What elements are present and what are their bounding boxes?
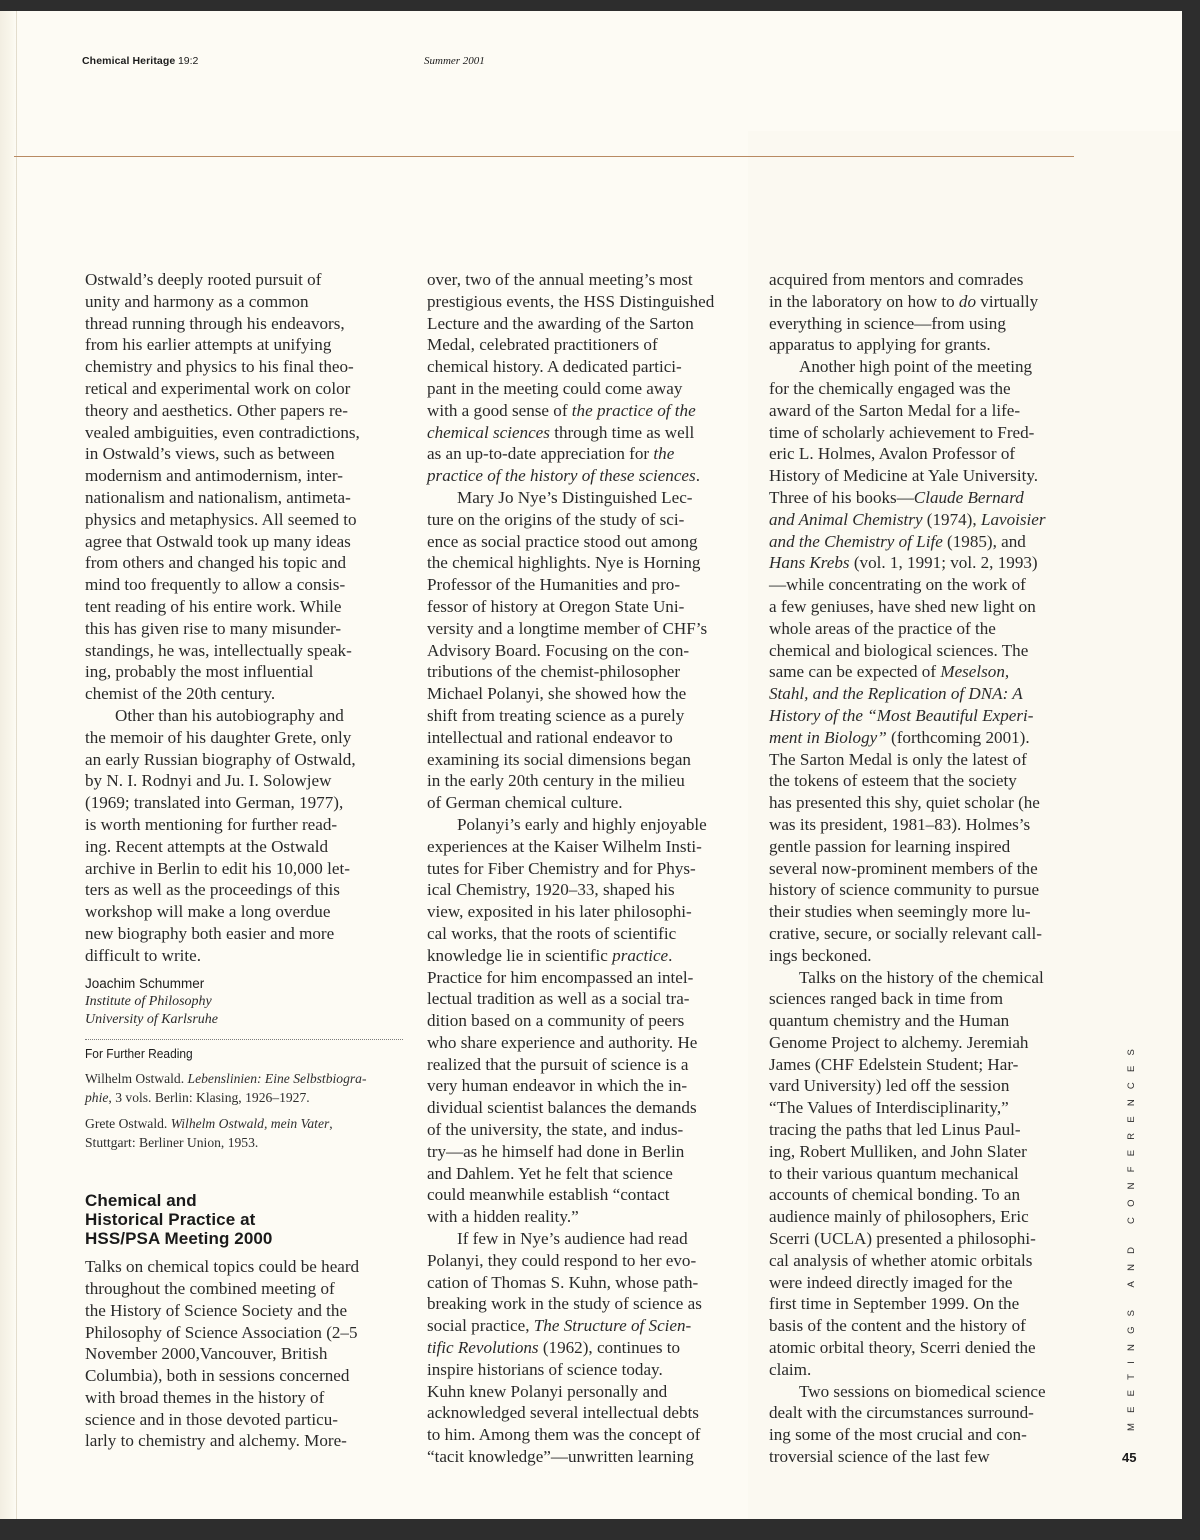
text-line: Columbia), both in sessions concerned: [85, 1366, 350, 1386]
text-run-italic: History of the “Most Beautiful Experi-: [769, 705, 1034, 725]
text-line: Philosophy of Science Association (2–5: [85, 1322, 358, 1342]
text-line: the History of Science Society and the: [85, 1300, 348, 1320]
text-run: through time as well: [549, 422, 695, 442]
text-line: in Ostwald’s views, such as between: [85, 444, 335, 464]
column-1: [85, 269, 403, 1452]
text-line: the memoir of his daughter Grete, only: [85, 727, 352, 747]
text-line: crative, secure, or socially relevant call-: [769, 923, 1042, 943]
text-run-italic: The Structure of Scien-: [533, 1316, 692, 1336]
text-line: Medal, celebrated practitioners of: [427, 335, 658, 355]
text-run-italic: chemical sciences: [427, 422, 550, 442]
text-run-italic: practice of the history of these sciences: [427, 466, 696, 486]
text-line: physics and metaphysics. All seemed to: [85, 509, 357, 529]
text-line: ing, probably the most influential: [85, 662, 314, 682]
text-line: —while concentrating on the work of: [769, 575, 1026, 595]
issue-number: 19:2: [177, 55, 199, 67]
text-line: archive in Berlin to edit his 10,000 let-: [85, 858, 350, 878]
text-line: chemistry and physics to his final theo-: [85, 357, 354, 377]
text-run-italic: Stahl, and the Replication of DNA: A: [769, 684, 1023, 704]
text-line: over, two of the annual meeting’s most: [427, 270, 693, 289]
paragraph-ostwald-biography: [85, 705, 403, 967]
text-line: claim.: [769, 1359, 812, 1379]
text-line: were indeed directly imaged for the: [769, 1272, 1013, 1292]
paragraph-prestigious-events: [427, 269, 739, 487]
text-line: Practice for him encompassed an intel-: [427, 967, 694, 987]
magazine-page: [0, 11, 1182, 1519]
text-line: and Dahlem. Yet he felt that science: [427, 1163, 673, 1183]
text-line: unity and harmony as a common: [85, 291, 309, 311]
text-line: experiences at the Kaiser Wilhelm Insti-: [427, 836, 702, 856]
text-line: modernism and antimodernism, inter-: [85, 466, 343, 486]
text-line: Advisory Board. Focusing on the con-: [427, 640, 690, 660]
text-line: Polanyi, they could respond to her evo-: [427, 1250, 697, 1270]
text-run-italic: Claude Bernard: [913, 487, 1024, 507]
text-run-italic: ment in Biology”: [769, 727, 887, 747]
text-run: (1974),: [922, 509, 981, 529]
text-run-italic: and the Chemistry of Life: [769, 531, 943, 551]
text-line: of German chemical culture.: [427, 793, 623, 813]
paragraph-ostwald-unity: [85, 269, 403, 705]
text-line: acknowledged several intellectual debts: [427, 1403, 699, 1423]
text-line: ing, Robert Mulliken, and John Slater: [769, 1141, 1027, 1161]
text-line: ical Chemistry, 1920–33, shaped his: [427, 880, 675, 900]
text-run: (1962), continues to: [538, 1338, 681, 1358]
author-byline: [85, 974, 403, 1030]
text-line: larly to chemistry and alchemy. More-: [85, 1431, 347, 1451]
text-line: ing some of the most crucial and con-: [769, 1425, 1027, 1445]
header-rule: [14, 156, 1074, 157]
text-line: Michael Polanyi, she showed how the: [427, 684, 687, 704]
text-line: could meanwhile establish “contact: [427, 1185, 670, 1205]
text-line: versity and a longtime member of CHF’s: [427, 618, 708, 638]
text-line: (1969; translated into German, 1977),: [85, 793, 344, 813]
paragraph-talks-chemical-topics: [85, 1256, 403, 1452]
text-line: vealed ambiguities, even contradictions,: [85, 422, 360, 442]
text-line: from others and changed his topic and: [85, 553, 347, 573]
column-2: [427, 269, 739, 1468]
text-line: nationalism and nationalism, antimeta-: [85, 487, 351, 507]
text-run-italic: the: [653, 444, 675, 464]
text-line: very human endeavor in which the in-: [427, 1076, 688, 1096]
text-line: workshop will make a long overdue: [85, 902, 331, 922]
text-line: examining its social dimensions began: [427, 749, 691, 769]
text-line: Ostwald’s deeply rooted pursuit of: [85, 270, 322, 289]
text-line: tracing the paths that led Linus Paul-: [769, 1120, 1021, 1140]
text-line: to their various quantum mechanical: [769, 1163, 1019, 1183]
text-run: (1985), and: [942, 531, 1026, 551]
text-run: in the laboratory on how to: [769, 291, 959, 311]
text-line: ture on the origins of the study of sci-: [427, 509, 685, 529]
text-line: science and in those devoted particu-: [85, 1409, 338, 1429]
text-line: agree that Ostwald took up many ideas: [85, 531, 351, 551]
text-line: is worth mentioning for further read-: [85, 814, 338, 834]
text-run: (forthcoming 2001).: [886, 727, 1030, 747]
text-line: History of Medicine at Yale University.: [769, 466, 1039, 486]
paragraph-sarton-medal: [769, 356, 1079, 966]
text-line: chemical and biological sciences. The: [769, 640, 1029, 660]
text-line: Lecture and the awarding of the Sarton: [427, 313, 694, 333]
text-line: inspire historians of science today.: [427, 1359, 663, 1379]
text-line: ings beckoned.: [769, 945, 872, 965]
column-3: [769, 269, 1079, 1468]
text-line: time of scholarly achievement to Fred-: [769, 422, 1035, 442]
text-run: with a good sense of: [427, 400, 572, 420]
text-line: ing. Recent attempts at the Ostwald: [85, 836, 329, 856]
text-line: HSS/PSA Meeting 2000: [85, 1228, 273, 1248]
text-line: with broad themes in the history of: [85, 1387, 325, 1407]
text-run-italic: Meselson,: [940, 662, 1010, 682]
author-affiliation-university: University of Karlsruhe: [85, 1012, 218, 1027]
text-line: theory and aesthetics. Other papers re-: [85, 400, 348, 420]
text-line: tent reading of his entire work. While: [85, 596, 342, 616]
text-line: a few geniuses, have shed new light on: [769, 596, 1036, 616]
text-line: November 2000,Vancouver, British: [85, 1344, 328, 1364]
text-run-italic: practice: [612, 945, 669, 965]
reading-publication: Stuttgart: Berliner Union, 1953.: [85, 1135, 259, 1150]
text-line: Genome Project to alchemy. Jeremiah: [769, 1032, 1029, 1052]
text-line: troversial science of the last few: [769, 1447, 990, 1467]
text-line: dealt with the circumstances surround-: [769, 1403, 1034, 1423]
text-line: first time in September 1999. On the: [769, 1294, 1020, 1314]
text-line: who share experience and authority. He: [427, 1032, 698, 1052]
text-line: award of the Sarton Medal for a life-: [769, 400, 1021, 420]
reading-author: Grete Ostwald.: [85, 1115, 171, 1131]
text-line: to him. Among them was the concept of: [427, 1425, 701, 1445]
text-run-italic: Lavoisier: [980, 509, 1046, 529]
text-run: .: [695, 466, 700, 486]
text-line: Two sessions on biomedical science: [799, 1381, 1046, 1401]
text-line: an early Russian biography of Ostwald,: [85, 749, 356, 769]
text-line: gentle passion for learning inspired: [769, 836, 1011, 856]
text-line: was its president, 1981–83). Holmes’s: [769, 814, 1031, 834]
text-line: Talks on the history of the chemical: [799, 967, 1044, 987]
text-run: virtually: [976, 291, 1039, 311]
text-line: chemical history. A dedicated partici-: [427, 357, 682, 377]
text-line: If few in Nye’s audience had read: [457, 1229, 688, 1249]
text-line: in the early 20th century in the milieu: [427, 771, 685, 791]
text-run: (vol. 1, 1991; vol. 2, 1993): [849, 553, 1038, 573]
text-line: audience mainly of philosophers, Eric: [769, 1207, 1029, 1227]
text-line: by N. I. Rodnyi and Ju. I. Solowjew: [85, 771, 332, 791]
text-line: with a hidden reality.”: [427, 1207, 579, 1227]
text-line: vard University) led off the session: [769, 1076, 1010, 1096]
reading-publication: , 3 vols. Berlin: Klasing, 1926–1927.: [108, 1090, 310, 1105]
text-run-italic: and Animal Chemistry: [769, 509, 923, 529]
text-line: realized that the pursuit of science is a: [427, 1054, 689, 1074]
text-line: prestigious events, the HSS Distinguished: [427, 291, 715, 311]
text-run-italic: tific Revolutions: [427, 1338, 539, 1358]
text-run: Three of his books—: [769, 487, 914, 507]
text-line: pant in the meeting could come away: [427, 378, 683, 398]
author-name: Joachim Schummer: [85, 975, 205, 991]
paragraph-biomedical-sessions: [769, 1381, 1079, 1468]
text-line: James (CHF Edelstein Student; Har-: [769, 1054, 1019, 1074]
reading-title: Lebenslinien: Eine Selbstbiogra-: [187, 1070, 367, 1086]
text-line: difficult to write.: [85, 945, 201, 965]
section-label-vertical: MEETINGS AND CONFERENCES: [1126, 1038, 1137, 1431]
text-line: their studies when seemingly more lu-: [769, 902, 1031, 922]
text-line: Polanyi’s early and highly enjoyable: [457, 814, 707, 834]
page-number: 45: [1122, 1450, 1137, 1465]
running-head: [82, 55, 485, 67]
text-line: chemist of the 20th century.: [85, 684, 276, 704]
text-line: ters as well as the proceedings of this: [85, 880, 340, 900]
text-line: quantum chemistry and the Human: [769, 1011, 1010, 1031]
text-run-italic: do: [958, 291, 976, 311]
text-line: everything in science—from using: [769, 313, 1006, 333]
text-line: atomic orbital theory, Scerri denied the: [769, 1338, 1036, 1358]
text-line: for the chemically engaged was the: [769, 378, 1011, 398]
text-line: cation of Thomas S. Kuhn, whose path-: [427, 1272, 699, 1292]
text-line: new biography both easier and more: [85, 923, 335, 943]
text-line: has presented this shy, quiet scholar (he: [769, 793, 1040, 813]
section-heading: [85, 1191, 403, 1249]
text-line: the tokens of esteem that the society: [769, 771, 1017, 791]
text-line: The Sarton Medal is only the latest of: [769, 749, 1027, 769]
text-line: Talks on chemical topics could be heard: [85, 1257, 360, 1277]
further-reading-heading: For Further Reading: [85, 1045, 193, 1061]
text-line: acquired from mentors and comrades: [769, 270, 1024, 289]
text-line: throughout the combined meeting of: [85, 1278, 335, 1298]
text-line: Another high point of the meeting: [799, 357, 1033, 377]
reading-punct: ,: [329, 1115, 333, 1131]
text-line: whole areas of the practice of the: [769, 618, 996, 638]
text-line: fessor of history at Oregon State Uni-: [427, 596, 685, 616]
text-line: Mary Jo Nye’s Distinguished Lec-: [457, 487, 693, 507]
paragraph-kuhn: [427, 1228, 739, 1468]
text-line: basis of the content and the history of: [769, 1316, 1026, 1336]
magazine-title: Chemical Heritage: [82, 55, 176, 67]
text-line: tutes for Fiber Chemistry and for Phys-: [427, 858, 696, 878]
text-line: retical and experimental work on color: [85, 378, 351, 398]
text-run-italic: Hans Krebs: [769, 553, 850, 573]
text-line: from his earlier attempts at unifying: [85, 335, 332, 355]
text-line: intellectual and rational endeavor to: [427, 727, 673, 747]
paragraph-history-talks: [769, 967, 1079, 1381]
reading-title-cont: phie: [85, 1090, 109, 1105]
issue-season: Summer 2001: [424, 55, 485, 67]
text-line: of the university, the state, and indus-: [427, 1120, 684, 1140]
text-line: several now-prominent members of the: [769, 858, 1038, 878]
text-run: .: [668, 945, 673, 965]
text-line: Scerri (UCLA) presented a philosophi-: [769, 1229, 1036, 1249]
text-line: Historical Practice at: [85, 1209, 256, 1229]
text-run: knowledge lie in scientific: [427, 945, 613, 965]
text-line: standings, he was, intellectually speak-: [85, 640, 352, 660]
text-line: apparatus to applying for grants.: [769, 335, 991, 355]
text-line: dividual scientist balances the demands: [427, 1098, 697, 1118]
reading-item: [85, 1114, 403, 1153]
reading-title: Wilhelm Ostwald, mein Vater: [170, 1115, 330, 1131]
text-line: shift from treating science as a purely: [427, 705, 685, 725]
reading-item: [85, 1069, 403, 1108]
paragraph-polanyi-experiences: [427, 814, 739, 1228]
text-line: “tacit knowledge”—unwritten learning: [427, 1447, 694, 1467]
text-line: eric L. Holmes, Avalon Professor of: [769, 444, 1016, 464]
text-line: thread running through his endeavors,: [85, 313, 345, 333]
page-spine-shadow: [0, 11, 17, 1519]
text-line: Other than his autobiography and: [115, 705, 344, 725]
text-line: mind too frequently to allow a consis-: [85, 575, 346, 595]
paragraph-tacit-knowledge-cont: [769, 269, 1079, 356]
text-line: cal analysis of whether atomic orbitals: [769, 1250, 1033, 1270]
text-line: ence as social practice stood out among: [427, 531, 698, 551]
text-line: this has given rise to many misunder-: [85, 618, 342, 638]
dotted-divider: [85, 1039, 403, 1040]
text-line: dition based on a community of peers: [427, 1011, 685, 1031]
text-line: try—as he himself had done in Berlin: [427, 1141, 685, 1161]
text-run: as an up-to-date appreciation for: [427, 444, 654, 464]
text-run: social practice,: [427, 1316, 534, 1336]
text-line: breaking work in the study of science as: [427, 1294, 702, 1314]
author-affiliation-institute: Institute of Philosophy: [85, 993, 212, 1009]
text-run: same can be expected of: [769, 662, 941, 682]
text-line: Chemical and: [85, 1190, 197, 1210]
text-line: history of science community to pursue: [769, 880, 1040, 900]
text-line: Kuhn knew Polanyi personally and: [427, 1381, 668, 1401]
paragraph-nye-lecture: [427, 487, 739, 814]
text-line: tributions of the chemist-philosopher: [427, 662, 681, 682]
text-line: “The Values of Interdisciplinarity,”: [769, 1098, 1009, 1118]
text-line: cal works, that the roots of scientific: [427, 923, 677, 943]
text-line: Professor of the Humanities and pro-: [427, 575, 681, 595]
text-run-italic: the practice of the: [571, 400, 696, 420]
reading-author: Wilhelm Ostwald.: [85, 1070, 188, 1086]
text-line: lectual tradition as well as a social tra-: [427, 989, 690, 1009]
text-line: sciences ranged back in time from: [769, 989, 1003, 1009]
text-line: the chemical highlights. Nye is Horning: [427, 553, 701, 573]
text-line: view, exposited in his later philosophi-: [427, 902, 692, 922]
text-line: accounts of chemical bonding. To an: [769, 1185, 1021, 1205]
